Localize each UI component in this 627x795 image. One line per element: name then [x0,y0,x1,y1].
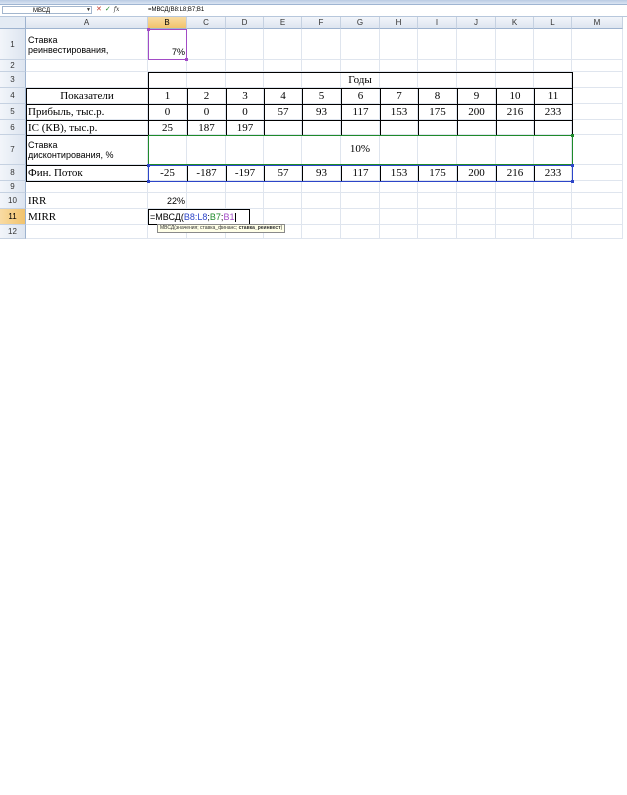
edit-ref-flow: B8:L8 [183,212,208,222]
fin-flow-cell[interactable]: -197 [234,167,256,179]
profit-cell[interactable]: 0 [164,106,171,118]
column-header-d[interactable]: D [226,17,264,29]
edit-separator: ; [207,212,210,222]
row-header-2[interactable]: 2 [0,60,26,72]
table-border [302,88,303,135]
reference-highlight-b7 [148,135,573,165]
ic-cell-empty[interactable] [534,120,572,135]
name-box[interactable]: МВСД [2,6,92,14]
year-11[interactable]: 11 [547,90,559,102]
table-border [26,88,572,89]
row-header-5[interactable]: 5 [0,104,26,120]
column-header-k[interactable]: K [496,17,534,29]
table-border [418,88,419,135]
profit-cell[interactable]: 93 [316,106,327,118]
profit-cell[interactable]: 0 [242,106,248,118]
reinvest-label-line-1: Ставка [28,34,58,45]
edit-separator: ; [220,212,224,222]
fin-flow-cell[interactable]: 93 [316,167,327,179]
fin-flow-label[interactable]: Фин. Поток [28,167,83,179]
profit-cell[interactable]: 216 [506,106,524,118]
select-all-corner[interactable] [0,17,26,29]
fin-flow-cell[interactable]: 175 [429,167,446,179]
gridline [26,238,623,239]
fin-flow-cell[interactable]: 153 [390,167,408,179]
range-handle[interactable] [147,28,150,31]
row-header-6[interactable]: 6 [0,120,26,135]
profit-cell[interactable]: 233 [544,106,562,118]
year-3[interactable]: 3 [242,90,248,102]
range-handle[interactable] [147,164,150,167]
profit-cell[interactable]: 0 [203,106,210,118]
range-handle[interactable] [185,58,188,61]
profit-cell[interactable]: 175 [429,106,446,118]
fin-flow-cell[interactable]: 200 [468,167,485,179]
column-header-c[interactable]: C [187,17,226,29]
profit-cell[interactable]: 117 [352,106,369,118]
year-7[interactable]: 7 [396,90,402,102]
table-border [457,88,458,135]
tooltip-close-paren: ) [280,225,283,231]
formula-edit-cell[interactable] [148,209,250,225]
reinvest-label [26,29,148,60]
reference-highlight-b1 [148,29,187,60]
table-border [226,88,227,135]
year-2[interactable]: 2 [203,90,210,102]
column-header-a[interactable]: A [26,17,148,29]
discount-label-line-1: Ставка [28,140,58,150]
fin-flow-cell[interactable]: 233 [544,167,562,179]
ic-cell-empty[interactable] [302,120,341,135]
mirr-label[interactable]: MIRR [28,211,57,223]
table-border [148,72,572,73]
edit-prefix: =МВСД( [150,212,184,222]
irr-value-cell[interactable]: 22% [166,196,185,206]
ic-cell-empty[interactable] [380,120,418,135]
ic-label[interactable]: IC (КВ), тыс.р. [28,121,98,134]
irr-label[interactable]: IRR [28,195,47,207]
ic-cell[interactable]: 25 [162,121,173,134]
enter-icon[interactable]: ✓ [104,6,111,13]
profit-cell[interactable]: 153 [390,106,408,118]
row-header-11[interactable]: 11 [0,209,26,225]
row-header-3[interactable]: 3 [0,72,26,88]
fin-flow-cell[interactable]: -25 [160,167,175,179]
fin-flow-cell[interactable]: -187 [196,167,217,179]
row-header-9[interactable]: 9 [0,181,26,193]
ic-cell-empty[interactable] [418,120,457,135]
discount-label-line-2: дисконтирования, % [28,150,114,160]
ic-cell[interactable]: 187 [198,121,215,134]
fin-flow-cell[interactable]: 57 [277,167,289,179]
column-header-m[interactable]: M [572,17,623,29]
ic-cell-empty[interactable] [341,120,380,135]
reinvest-label-line-2: реинвестирования, [28,44,109,55]
year-8[interactable]: 8 [434,90,441,102]
reinvest-rate-cell[interactable]: 7% [171,47,185,57]
indicators-header[interactable]: Показатели [60,90,114,102]
fin-flow-cell[interactable]: 117 [352,167,369,179]
table-border [26,88,27,181]
function-tooltip [157,224,285,233]
table-border [341,88,342,135]
range-handle[interactable] [571,134,574,137]
formula-bar [0,5,627,17]
year-5[interactable]: 5 [318,90,325,102]
year-6[interactable]: 6 [357,90,364,102]
row-header-4[interactable]: 4 [0,88,26,104]
column-header-g[interactable]: G [341,17,380,29]
text-caret [235,213,236,222]
chevron-down-icon[interactable]: ▼ [86,7,91,13]
column-header-e[interactable]: E [264,17,302,29]
year-9[interactable]: 9 [473,90,480,102]
row-header-7[interactable]: 7 [0,135,26,165]
table-border [264,88,265,135]
formula-buttons [96,6,119,14]
table-border [496,88,497,135]
discount-label [26,135,148,165]
column-header-b[interactable]: B [148,17,187,29]
insert-function-icon[interactable]: fx [113,6,120,13]
profit-cell[interactable]: 57 [277,106,289,118]
discount-rate-cell[interactable]: 10% [349,143,371,155]
tooltip-current-argument: ставка_реинвест [238,225,281,231]
ic-cell[interactable]: 197 [236,121,254,134]
tooltip-signature: МВСД(значения; ставка_финанс; [160,225,239,231]
column-header-l[interactable]: L [534,17,572,29]
table-border [26,120,572,121]
table-border [26,104,572,105]
ic-cell-empty[interactable] [264,120,302,135]
column-header-i[interactable]: I [418,17,457,29]
edit-ref-rate: B7 [209,212,221,222]
table-border [534,88,535,135]
profit-cell[interactable]: 200 [468,106,485,118]
year-4[interactable]: 4 [280,90,286,102]
cancel-icon[interactable]: ✕ [96,6,102,13]
years-header[interactable]: Годы [348,74,372,86]
column-header-f[interactable]: F [302,17,341,29]
column-header-j[interactable]: J [457,17,496,29]
range-handle[interactable] [571,164,574,167]
column-header-h[interactable]: H [380,17,418,29]
range-handle[interactable] [147,180,150,183]
row-header-1[interactable]: 1 [0,29,26,60]
row-header-8[interactable]: 8 [0,165,26,181]
reference-highlight-b8-l8 [148,165,573,182]
year-10[interactable]: 10 [509,90,521,102]
row-header-10[interactable]: 10 [0,193,26,209]
ic-cell-empty[interactable] [457,120,496,135]
table-border [380,88,381,135]
edit-ref-reinvest: B1 [223,212,235,222]
year-1[interactable]: 1 [164,90,171,102]
ic-cell-empty[interactable] [496,120,534,135]
fin-flow-cell[interactable]: 216 [506,167,524,179]
formula-input[interactable]: =МВСД(B8:L8;B7;B1 [148,7,205,13]
row-header-12[interactable]: 12 [0,225,26,239]
table-border [187,88,188,135]
range-handle[interactable] [571,180,574,183]
profit-label[interactable]: Прибыль, тыс.р. [28,106,105,118]
